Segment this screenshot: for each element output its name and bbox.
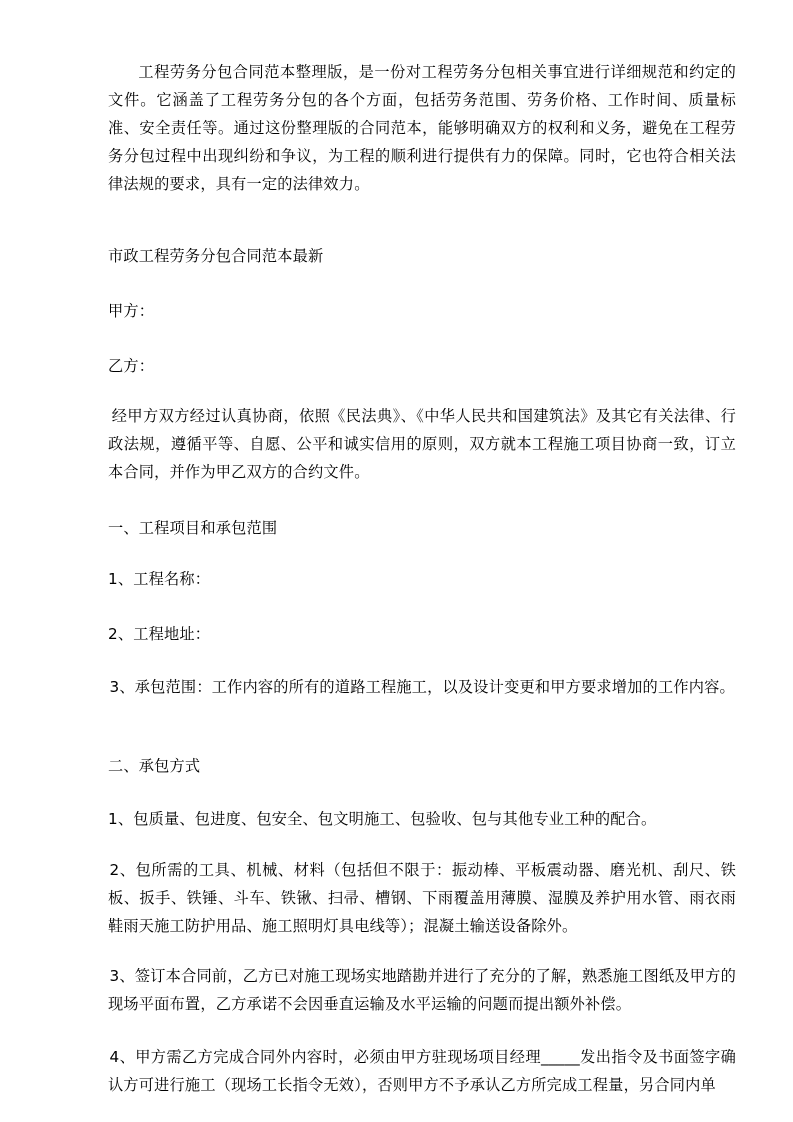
- section-2-item-2: 2、包所需的工具、机械、材料（包括但不限于：振动棒、平板震动器、磨光机、刮尺、铁板、扳手、铁锤、斗车、铁锹、扫帚、槽钢、下雨覆盖用薄膜、湿膜及养护用水管、雨衣雨鞋雨天施工防护用品、施工照明灯具电线等）；混凝土输送设备除外。: [108, 861, 736, 935]
- section-2-item-4: 4、甲方需乙方完成合同外内容时，必须由甲方驻现场项目经理_____发出指令及书面签字确认方可进行施工（现场工长指令无效），否则甲方不予承认乙方所完成工程量，另合同内单: [108, 1048, 736, 1094]
- section-2-item-3: 3、签订本合同前，乙方已对施工现场实地踏勘并进行了充分的了解，熟悉施工图纸及甲方的现场平面布置，乙方承诺不会因垂直运输及水平运输的问题而提出额外补偿。: [108, 967, 736, 1013]
- intro-paragraph: 工程劳务分包合同范本整理版，是一份对工程劳务分包相关事宜进行详细规范和约定的文件。它涵盖了工程劳务分包的各个方面，包括劳务范围、劳务价格、工作时间、质量标准、安全责任等。通过这份整理版的合同范本，能够明确双方的权利和义务，避免在工程劳务分包过程中出现纠纷和争议，为工程的顺利进行提供有力的保障。同时，它也符合相关法律法规的要求，具有一定的法律效力。: [108, 63, 736, 193]
- section-2-item-1: 1、包质量、包进度、包安全、包文明施工、包验收、包与其他专业工种的配合。: [108, 810, 657, 828]
- party-a-line: 甲方：: [108, 302, 155, 320]
- section-1-item-2: 2、工程地址：: [108, 625, 211, 643]
- party-b-line: 乙方：: [108, 357, 155, 375]
- contract-title: 市政工程劳务分包合同范本最新: [108, 247, 324, 265]
- section-2-heading: 二、承包方式: [108, 757, 201, 775]
- preamble-paragraph: 经甲方双方经过认真协商，依照《民法典》、《中华人民共和国建筑法》及其它有关法律、行政法规，遵循平等、自愿、公平和诚实信用的原则，双方就本工程施工项目协商一致，订立本合同，并作为甲乙双方的合约文件。: [108, 407, 736, 481]
- section-1-item-3: 3、承包范围：工作内容的所有的道路工程施工，以及设计变更和甲方要求增加的工作内容。: [109, 678, 735, 696]
- section-1-heading: 一、工程项目和承包范围: [108, 519, 278, 537]
- section-1-item-1: 1、工程名称：: [108, 570, 211, 588]
